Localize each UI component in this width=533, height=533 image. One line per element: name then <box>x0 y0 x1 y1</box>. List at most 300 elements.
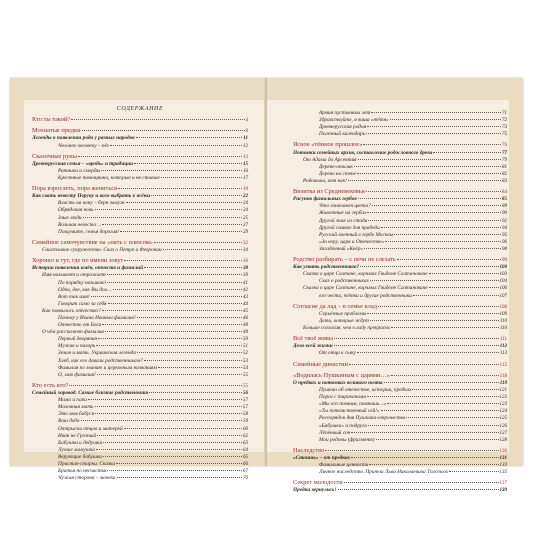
toc-page-number: 50 <box>243 337 248 343</box>
toc-entry-title: Верующие бабушки <box>58 453 102 460</box>
toc-entry-title: Родство разбирать – с печи не слезать <box>293 256 396 263</box>
toc-page-number: 27 <box>243 222 248 228</box>
table-of-contents-left <box>32 106 248 482</box>
toc-entry <box>293 455 507 462</box>
toc-page-number: 25 <box>243 215 248 221</box>
toc-entry-title: Наследство <box>293 446 325 454</box>
toc-page-number: 46 <box>243 316 248 321</box>
toc-entry <box>293 318 507 325</box>
toc-page-number: 24 <box>243 201 248 207</box>
toc-entry <box>32 280 248 287</box>
toc-entry <box>32 222 248 229</box>
toc-page-number: 109 <box>499 311 507 317</box>
toc-dot-leader <box>429 287 499 288</box>
toc-page-number: 54 <box>243 365 248 371</box>
toc-dot-leader <box>370 280 499 281</box>
toc-entry-title: От Адама до Арсентия <box>303 156 357 163</box>
toc-entry-title: Сказка о царе Салтане, корчмах Гвидоне Салтановиче <box>303 285 428 292</box>
toc-dot-leader <box>413 295 499 296</box>
toc-entry <box>32 404 248 411</box>
toc-entry <box>32 365 248 372</box>
toc-entry-title: Хлеб, как его давали родственникам? <box>58 357 143 364</box>
toc-dot-leader <box>101 170 242 171</box>
toc-entry <box>293 387 507 394</box>
toc-page-number: 122 <box>499 395 507 401</box>
toc-page-number: 72 <box>502 118 507 124</box>
toc-dot-leader <box>103 456 242 457</box>
toc-entry-title: Серьёзные проблемы <box>319 310 367 317</box>
toc-dot-leader <box>394 234 501 235</box>
toc-dot-leader <box>334 345 499 346</box>
toc-page-number: 53 <box>243 358 248 364</box>
toc-dot-leader <box>96 345 242 346</box>
toc-dot-leader <box>369 464 498 465</box>
toc-entry-title: Как появилось отчество? <box>42 307 101 314</box>
toc-page-number: 90 <box>502 211 507 217</box>
toc-entry-title: Порог с тараканами <box>319 394 366 401</box>
toc-dot-leader <box>71 119 244 120</box>
toc-dot-leader <box>97 435 242 436</box>
toc-dot-leader <box>110 145 242 146</box>
toc-entry <box>32 308 248 315</box>
toc-page-number: 15 <box>243 161 248 167</box>
toc-entry <box>32 116 248 124</box>
toc-entry <box>293 278 507 285</box>
toc-entry-title: «Мы его помним, помнишь...» <box>319 401 386 408</box>
toc-dot-leader <box>81 420 243 421</box>
toc-entry-title: Как узнать родственников? <box>293 264 360 271</box>
toc-page-number: 110 <box>499 326 507 332</box>
toc-entry-title: Секрет молодости <box>293 479 343 487</box>
toc-page-number: 121 <box>499 388 507 394</box>
toc-entry-title: Хорошо и тут, где по имени зовут <box>32 257 124 265</box>
toc-entry <box>32 127 248 135</box>
toc-entry <box>32 257 248 265</box>
toc-entry <box>293 188 507 196</box>
toc-entry <box>32 390 248 397</box>
toc-entry-title: «Стоишь» – от предков <box>293 455 350 461</box>
toc-entry-title: Вот так имя! <box>58 293 90 300</box>
toc-entry-title: Древнерусская семья – «вродь» и традиции <box>32 160 134 167</box>
toc-entry-title: Семейное самочувствие на «пять с плюсом» <box>32 238 154 246</box>
toc-dot-leader <box>149 392 242 393</box>
toc-page-number: 131 <box>499 456 507 461</box>
toc-entry <box>32 207 248 214</box>
toc-entry <box>293 239 507 246</box>
toc-entry-list <box>32 116 248 482</box>
toc-entry <box>293 256 507 264</box>
toc-entry <box>32 135 248 142</box>
toc-page-number: 118 <box>499 373 507 379</box>
toc-entry <box>293 285 507 292</box>
toc-entry-title: Здравствуйте, я ваша «тётя» <box>319 117 389 124</box>
toc-entry-title: Дети, которые ждут <box>319 317 369 324</box>
toc-page-number: 94 <box>502 225 507 231</box>
toc-entry <box>32 287 248 294</box>
toc-entry <box>32 372 248 379</box>
toc-entry <box>293 210 507 217</box>
toc-title: СОДЕРЖАНИЕ <box>116 106 164 112</box>
toc-entry-title: Земля и мать. Украинская легенда <box>58 350 136 357</box>
toc-entry-title: О чём расскажет фамилия <box>42 329 104 336</box>
toc-page-number: 17 <box>243 175 248 181</box>
toc-page-number: 58 <box>243 412 248 418</box>
toc-entry-title: «Водилась Пушкиным с царями…» <box>293 371 391 379</box>
toc-dot-leader <box>406 417 498 418</box>
toc-entry-title: Чужая сторона – мачеха <box>58 475 116 482</box>
toc-entry <box>32 329 248 336</box>
toc-dot-leader <box>134 163 242 164</box>
toc-entry-title: Предки вернулись! <box>293 487 337 494</box>
toc-dot-leader <box>357 352 499 353</box>
toc-page-number: 125 <box>499 416 507 422</box>
toc-entry <box>293 394 507 401</box>
toc-entry <box>32 461 248 468</box>
toc-entry <box>32 468 248 475</box>
toc-entry <box>293 408 507 415</box>
toc-entry-title: Обрядовая ночь <box>58 207 94 214</box>
toc-page-number: 137 <box>499 481 507 487</box>
toc-entry <box>293 150 507 157</box>
toc-entry <box>293 196 507 203</box>
toc-entry <box>32 161 248 168</box>
toc-entry <box>293 380 507 387</box>
toc-dot-leader <box>367 396 499 397</box>
toc-entry <box>32 397 248 404</box>
toc-page-number: 107 <box>499 293 507 299</box>
toc-dot-leader <box>372 205 501 206</box>
toc-page-number: 71 <box>502 111 507 116</box>
toc-dot-leader <box>107 282 242 283</box>
toc-page-number: 96 <box>502 239 507 245</box>
toc-dot-leader <box>109 470 242 471</box>
toc-entry <box>32 193 248 200</box>
toc-dot-leader <box>449 471 498 472</box>
toc-dot-leader <box>113 289 242 290</box>
toc-page-number: 110 <box>499 318 507 324</box>
toc-entry <box>32 475 248 482</box>
toc-page-number: 42 <box>243 287 248 293</box>
toc-entry-title: Одна, две, как Вы дол… <box>58 286 112 293</box>
toc-entry <box>32 143 248 150</box>
toc-dot-leader <box>358 198 501 199</box>
toc-entry-title: Согласие да лад – в семье клад <box>293 302 377 310</box>
toc-entry-title: Семейный хоровод. Самые близкие родственники <box>32 390 149 397</box>
decorative-border-top <box>267 78 523 100</box>
toc-entry <box>293 423 507 430</box>
toc-entry <box>32 153 248 161</box>
toc-entry-title: Мохнатые предки <box>32 127 81 135</box>
toc-dot-leader <box>118 188 242 189</box>
toc-entry-title: его чести, тётки и другие родственники <box>319 292 412 299</box>
toc-entry <box>32 239 248 247</box>
toc-dot-leader <box>151 195 242 196</box>
toc-entry <box>293 447 507 455</box>
toc-dot-leader <box>98 338 242 339</box>
toc-page-number: 57 <box>243 405 248 411</box>
toc-dot-leader <box>390 119 501 120</box>
toc-dot-leader <box>376 439 499 440</box>
toc-dot-leader <box>126 202 242 203</box>
toc-entry-title: Бабушки и дедушки <box>58 439 103 446</box>
toc-entry-title: Всё твоё живы <box>293 335 334 343</box>
toc-entry-title: Животные на гербах <box>319 210 367 217</box>
toc-dot-leader <box>103 442 242 443</box>
toc-entry-title: Первый дворянин <box>58 336 98 343</box>
toc-dot-leader <box>102 224 242 225</box>
toc-page-number: 113 <box>499 351 507 357</box>
toc-entry-title: Потомки семейных архив, составление родословного древа <box>293 149 433 156</box>
toc-entry <box>293 311 507 318</box>
toc-dot-leader <box>381 410 499 411</box>
left-page <box>10 78 266 482</box>
toc-entry <box>32 301 248 308</box>
toc-entry-title: Отчество от Бога <box>58 322 102 329</box>
decorative-border-left <box>10 78 24 466</box>
right-page <box>267 78 523 494</box>
toc-entry-title: Кто есть кто? <box>32 381 69 389</box>
toc-entry <box>32 315 248 322</box>
toc-entry <box>32 229 248 236</box>
book-spread <box>10 78 523 494</box>
toc-entry-title: Визитка из Средневековья <box>293 188 365 196</box>
toc-dot-leader <box>117 477 242 478</box>
toc-entry-title: Братья по несчастью <box>58 468 108 475</box>
toc-dot-leader <box>368 425 499 426</box>
toc-dot-leader <box>351 432 498 433</box>
toc-entry <box>293 271 507 278</box>
toc-entry-title: «За веру, царя и Отечество» <box>319 238 385 245</box>
toc-entry-title: Пристав-старки. Сказка <box>58 460 115 467</box>
toc-entry-title: Отпрыски отцов и матерей <box>58 425 123 432</box>
toc-page-number: 77 <box>502 150 507 156</box>
toc-page-number: 82 <box>502 171 507 177</box>
toc-page-number: 12 <box>243 143 248 149</box>
toc-entry <box>32 382 248 390</box>
toc-page-number: 63 <box>243 440 248 446</box>
toc-entry <box>32 215 248 222</box>
toc-page-number: 65 <box>243 454 248 460</box>
toc-entry-title: Иван не Грозный <box>58 432 97 439</box>
toc-dot-leader <box>95 209 242 210</box>
toc-dot-leader <box>108 303 242 304</box>
toc-page-number: 4 <box>245 118 248 123</box>
toc-page-number: 32 <box>243 240 248 246</box>
toc-page-number: 127 <box>499 430 507 436</box>
toc-dot-leader <box>105 331 242 332</box>
toc-entry-title: Семейные династии <box>293 360 349 368</box>
toc-entry <box>293 462 507 469</box>
toc-entry-title: Распорядок дня Пушкина-отрочества <box>319 415 406 422</box>
toc-entry <box>293 335 507 343</box>
toc-dot-leader <box>348 180 501 181</box>
toc-dot-leader <box>78 156 242 157</box>
toc-entry-title: Сказка о царе Салтане, корчмах Гвидоне Салтановиче <box>303 271 428 278</box>
toc-page-number: 16 <box>243 168 248 174</box>
toc-dot-leader <box>387 403 499 404</box>
toc-page-number: 100 <box>499 265 507 271</box>
toc-page-number: 57 <box>243 398 248 404</box>
toc-entry-title: Мужик и пахарь <box>58 343 96 350</box>
toc-entry-title: О, моя фамилия! <box>58 371 96 378</box>
toc-entry <box>293 218 507 225</box>
toc-dot-leader <box>334 338 499 339</box>
toc-entry-title: Дело всей жизни <box>293 343 333 350</box>
toc-entry-title: Русский военный в гербе Москвы <box>319 231 394 238</box>
toc-entry <box>293 350 507 357</box>
toc-dot-leader <box>360 266 498 267</box>
toc-entry <box>32 247 248 254</box>
toc-entry <box>293 430 507 437</box>
toc-page-number: 76 <box>502 143 507 149</box>
toc-entry-title: «Бабушка» и подруга <box>319 422 367 429</box>
table-of-contents-right <box>293 110 507 495</box>
toc-entry-title: Пора взрослеть, пора жениться <box>32 185 118 193</box>
toc-page-number: 84 <box>502 190 507 196</box>
toc-page-number: 75 <box>502 132 507 138</box>
toc-page-number: 98 <box>502 246 507 252</box>
toc-entry <box>32 168 248 175</box>
toc-entry <box>32 343 248 350</box>
toc-page-number: 62 <box>243 433 248 439</box>
toc-dot-leader <box>338 489 499 490</box>
toc-page-number: 39 <box>243 273 248 279</box>
toc-page-number: 128 <box>499 437 507 443</box>
toc-page-number: 44 <box>243 301 248 307</box>
toc-page-number: 88 <box>502 204 507 210</box>
toc-dot-leader <box>363 144 501 145</box>
toc-dot-leader <box>88 399 242 400</box>
toc-entry <box>293 415 507 422</box>
toc-page-number: 124 <box>499 409 507 415</box>
toc-entry <box>293 437 507 444</box>
toc-entry <box>32 294 248 301</box>
toc-entry <box>293 264 507 271</box>
toc-page-number: 115 <box>499 362 507 368</box>
toc-entry-title: Ратники и смерды <box>58 167 101 174</box>
toc-entry-title: Рисунок фамильных гербов <box>293 196 357 203</box>
toc-dot-leader <box>158 367 242 368</box>
toc-dot-leader <box>82 130 245 131</box>
toc-entry-title: Пушкин об отечестве, истории, предках <box>319 387 412 394</box>
toc-dot-leader <box>412 389 498 390</box>
toc-entry <box>293 232 507 239</box>
toc-dot-leader <box>371 112 501 113</box>
toc-dot-leader <box>357 173 501 174</box>
toc-dot-leader <box>163 249 242 250</box>
toc-entry-title: Больше согласия, чем в ладу прекрасно <box>303 325 391 332</box>
toc-entry-title: Счастливое супружество. Сказ о Петре и Февронии <box>42 247 162 254</box>
toc-page-number: 34 <box>243 248 248 254</box>
toc-entry <box>32 447 248 454</box>
toc-entry <box>293 157 507 164</box>
toc-entry <box>32 454 248 461</box>
toc-entry-title: Говорит само за себя <box>58 300 107 307</box>
toc-page-number: 81 <box>502 164 507 170</box>
toc-entry <box>293 372 507 380</box>
toc-page-number: 70 <box>243 476 248 482</box>
toc-entry-title: Молочная мать <box>58 404 94 411</box>
toc-entry-title: Дерево-отклик <box>319 163 353 170</box>
toc-entry-title: Имя называет и отражает <box>42 272 106 279</box>
toc-entry-title: Как свать невесту Перуну и кого выбрать в жёны <box>32 193 151 200</box>
toc-entry <box>32 185 248 193</box>
toc-dot-leader <box>120 231 242 232</box>
toc-dot-leader <box>378 306 499 307</box>
toc-dot-leader <box>391 375 499 376</box>
toc-page-number: 55 <box>243 372 248 378</box>
toc-entry-title: Кто ты такой? <box>32 116 71 123</box>
toc-dot-leader <box>136 137 243 138</box>
toc-dot-leader <box>144 360 242 361</box>
toc-entry <box>293 343 507 350</box>
toc-entry <box>293 164 507 171</box>
toc-entry-title: От отца к сыну <box>319 350 356 357</box>
toc-entry <box>293 171 507 178</box>
toc-page-number: 19 <box>243 187 248 193</box>
decorative-border-top <box>10 78 266 100</box>
toc-entry-title: Другой символ для прадеда <box>319 224 380 231</box>
toc-dot-leader <box>349 364 499 365</box>
toc-page-number: 67 <box>243 469 248 475</box>
toc-dot-leader <box>366 133 501 134</box>
toc-dot-leader <box>97 374 242 375</box>
toc-entry-title: Ваш деда <box>58 418 80 425</box>
toc-page-number: 119 <box>499 380 507 386</box>
toc-dot-leader <box>385 241 501 242</box>
toc-page-number: 79 <box>502 157 507 163</box>
toc-entry-title: Крестные помощники, которые и не ставше <box>58 174 160 181</box>
toc-page-number: 130 <box>499 448 507 454</box>
toc-entry <box>32 418 248 425</box>
toc-entry-title: Истории появления имён, отчеств и фамилий <box>32 265 144 272</box>
toc-dot-leader <box>95 413 242 414</box>
toc-page-number: 52 <box>243 351 248 357</box>
toc-dot-leader <box>364 248 501 249</box>
toc-dot-leader <box>137 352 242 353</box>
toc-entry <box>293 225 507 232</box>
toc-dot-leader <box>344 482 499 483</box>
toc-dot-leader <box>154 242 242 243</box>
toc-page-number: 8 <box>245 129 248 135</box>
toc-entry <box>32 200 248 207</box>
toc-entry-title: Родовыки, вот как! <box>303 177 347 184</box>
toc-entry-title: Фамильные ценности <box>319 462 369 469</box>
toc-dot-leader <box>69 385 242 386</box>
toc-dot-leader <box>124 260 242 261</box>
toc-page-number: 48 <box>243 323 248 329</box>
toc-entry <box>32 433 248 440</box>
toc-dot-leader <box>433 152 501 153</box>
toc-entry <box>293 325 507 332</box>
toc-dot-leader <box>102 324 242 325</box>
toc-page-number: 11 <box>243 136 248 142</box>
toc-entry <box>32 411 248 418</box>
toc-page-number: 13 <box>243 154 248 160</box>
toc-entry <box>32 358 248 365</box>
toc-entry-title: Что означают цвета? <box>319 203 371 210</box>
toc-entry <box>293 401 507 408</box>
toc-entry-title: Загадочный «Квёр» <box>319 245 364 252</box>
toc-entry-title: Это моя бабуся <box>58 411 95 418</box>
toc-page-number: 64 <box>243 447 248 453</box>
toc-page-number: 60 <box>243 426 248 432</box>
toc-dot-leader <box>107 274 242 275</box>
toc-page-number: 36 <box>243 259 248 265</box>
toc-entry <box>293 293 507 300</box>
toc-entry <box>293 110 507 117</box>
toc-page-number: 112 <box>499 344 507 350</box>
